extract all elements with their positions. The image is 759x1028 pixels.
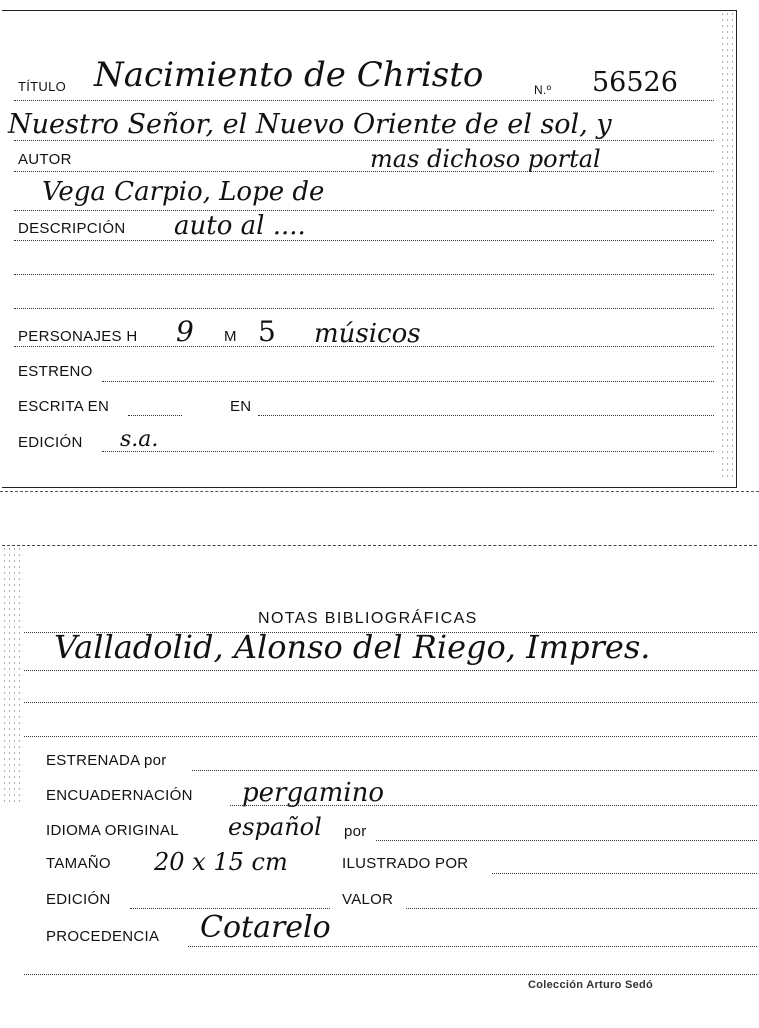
personajes-h-value: 9 bbox=[176, 315, 194, 348]
rule-line bbox=[102, 381, 714, 382]
personajes-extra: músicos bbox=[314, 319, 421, 349]
rule-line bbox=[492, 873, 757, 874]
rule-line bbox=[128, 415, 182, 416]
descripcion-value: auto al .... bbox=[174, 211, 306, 241]
rule-line bbox=[14, 171, 714, 172]
rule-line bbox=[192, 770, 757, 771]
procedencia-value: Cotarelo bbox=[200, 910, 331, 945]
titulo-label: TÍTULO bbox=[18, 79, 67, 94]
rule-line bbox=[14, 274, 714, 275]
titulo-value: Nacimiento de Christo bbox=[94, 55, 484, 95]
cut-line bbox=[0, 491, 759, 492]
en-label: EN bbox=[230, 398, 252, 415]
rule-line bbox=[24, 702, 757, 703]
titulo-continuation-2: mas dichoso portal bbox=[370, 145, 601, 173]
rule-line bbox=[230, 805, 757, 806]
rule-line bbox=[14, 308, 714, 309]
rule-line bbox=[14, 100, 714, 101]
rule-line bbox=[14, 210, 714, 211]
edicion-back-label: EDICIÓN bbox=[46, 891, 111, 908]
rule-line bbox=[24, 736, 757, 737]
collection-credit: Colección Arturo Sedó bbox=[528, 979, 654, 991]
scan-noise bbox=[2, 546, 24, 806]
por-label: por bbox=[344, 823, 367, 840]
rule-line bbox=[188, 946, 757, 947]
numero-value: 56526 bbox=[592, 67, 678, 98]
rule-line bbox=[376, 840, 757, 841]
estrenada-label: ESTRENADA por bbox=[46, 752, 167, 769]
idioma-label: IDIOMA ORIGINAL bbox=[46, 822, 179, 839]
notas-title: NOTAS BIBLIOGRÁFICAS bbox=[258, 610, 478, 627]
scan-noise bbox=[720, 11, 736, 481]
m-label: M bbox=[224, 328, 237, 345]
escrita-label: ESCRITA EN bbox=[18, 398, 110, 415]
rule-line bbox=[24, 974, 757, 975]
procedencia-label: PROCEDENCIA bbox=[46, 928, 160, 945]
edicion-value: s.a. bbox=[120, 427, 159, 452]
rule-line bbox=[406, 908, 757, 909]
catalog-card-front bbox=[2, 10, 737, 488]
ilustrado-label: ILUSTRADO POR bbox=[342, 855, 469, 872]
rule-line bbox=[258, 415, 714, 416]
descripcion-label: DESCRIPCIÓN bbox=[18, 220, 126, 237]
edicion-label: EDICIÓN bbox=[18, 434, 83, 451]
titulo-continuation: Nuestro Señor, el Nuevo Oriente de el sol, y bbox=[8, 109, 612, 140]
rule-line bbox=[14, 346, 714, 347]
tamano-value: 20 x 15 cm bbox=[154, 848, 288, 876]
encuadernacion-value: pergamino bbox=[242, 778, 384, 808]
encuadernacion-label: ENCUADERNACIÓN bbox=[46, 787, 193, 804]
rule-line bbox=[130, 908, 330, 909]
valor-label: VALOR bbox=[342, 891, 394, 908]
numero-label: N.º bbox=[534, 83, 552, 97]
personajes-label: PERSONAJES H bbox=[18, 328, 138, 345]
notas-value: Valladolid, Alonso del Riego, Impres. bbox=[54, 628, 651, 666]
catalog-card-back bbox=[2, 545, 757, 1026]
tamano-label: TAMAÑO bbox=[46, 855, 111, 872]
idioma-value: español bbox=[228, 813, 322, 841]
rule-line bbox=[102, 451, 714, 452]
autor-label: AUTOR bbox=[18, 151, 72, 168]
personajes-m-value: 5 bbox=[258, 315, 276, 348]
autor-value: Vega Carpio, Lope de bbox=[42, 177, 325, 207]
rule-line bbox=[14, 140, 714, 141]
estreno-label: ESTRENO bbox=[18, 363, 93, 380]
rule-line bbox=[14, 240, 714, 241]
rule-line bbox=[24, 670, 757, 671]
